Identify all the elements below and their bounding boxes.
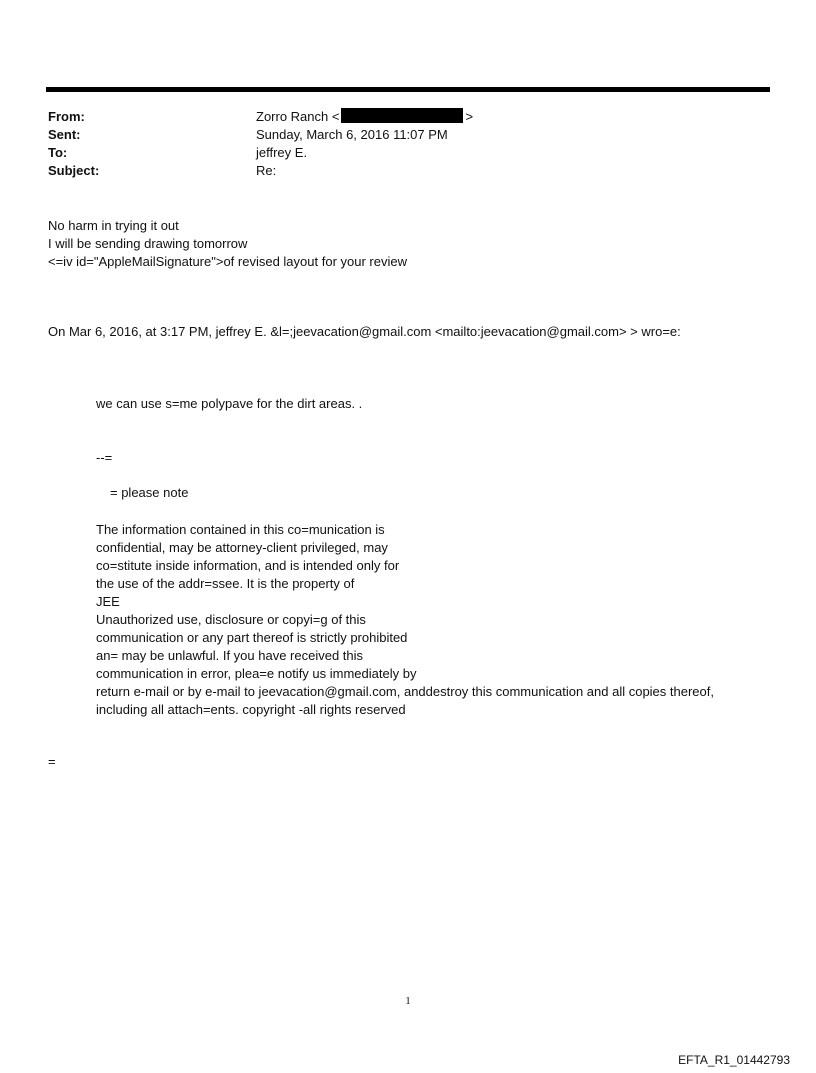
disclaimer-line: return e-mail or by e-mail to jeevacation@gmail.com, anddestroy this communication and all copies thereof, (96, 684, 714, 699)
from-value (256, 108, 473, 126)
to-value: jeffrey E. (256, 145, 308, 160)
signature-separator: --= (96, 450, 113, 465)
from-name: Zorro Ranch < (256, 109, 340, 124)
header-rule (46, 87, 770, 92)
body-line: <=iv id="AppleMailSignature">of revised layout for your review (48, 254, 407, 269)
to-label: To: (48, 145, 68, 160)
disclaimer-line: JEE (96, 594, 120, 609)
from-close: > (465, 109, 474, 124)
disclaimer-line: confidential, may be attorney-client privileged, may (96, 540, 388, 555)
please-note: = please note (110, 485, 189, 500)
bates-number: EFTA_R1_01442793 (678, 1053, 790, 1067)
quoted-message: we can use s=me polypave for the dirt areas. . (96, 396, 363, 411)
disclaimer-line: communication in error, plea=e notify us immediately by (96, 666, 417, 681)
trailing-equals: = (48, 754, 56, 769)
redaction-box (341, 108, 463, 123)
disclaimer (96, 521, 714, 719)
subject-label: Subject: (48, 163, 100, 178)
sent-label: Sent: (48, 127, 81, 142)
disclaimer-line: the use of the addr=ssee. It is the property of (96, 576, 355, 591)
message-body (48, 217, 407, 271)
disclaimer-line: an= may be unlawful. If you have received this (96, 648, 364, 663)
disclaimer-line: The information contained in this co=munication is (96, 522, 385, 537)
disclaimer-line: co=stitute inside information, and is intended only for (96, 558, 400, 573)
disclaimer-line: communication or any part thereof is strictly prohibited (96, 630, 408, 645)
subject-value: Re: (256, 163, 277, 178)
body-line: No harm in trying it out (48, 218, 179, 233)
sent-value: Sunday, March 6, 2016 11:07 PM (256, 127, 448, 142)
from-label: From: (48, 109, 85, 124)
reply-header: On Mar 6, 2016, at 3:17 PM, jeffrey E. &l=;jeevacation@gmail.com <mailto:jeevacation@gmail.com> > wro=e: (48, 324, 681, 339)
disclaimer-line: Unauthorized use, disclosure or copyi=g of this (96, 612, 366, 627)
page-number: 1 (405, 995, 411, 1007)
body-line: I will be sending drawing tomorrow (48, 236, 248, 251)
disclaimer-line: including all attach=ents. copyright -all rights reserved (96, 702, 406, 717)
